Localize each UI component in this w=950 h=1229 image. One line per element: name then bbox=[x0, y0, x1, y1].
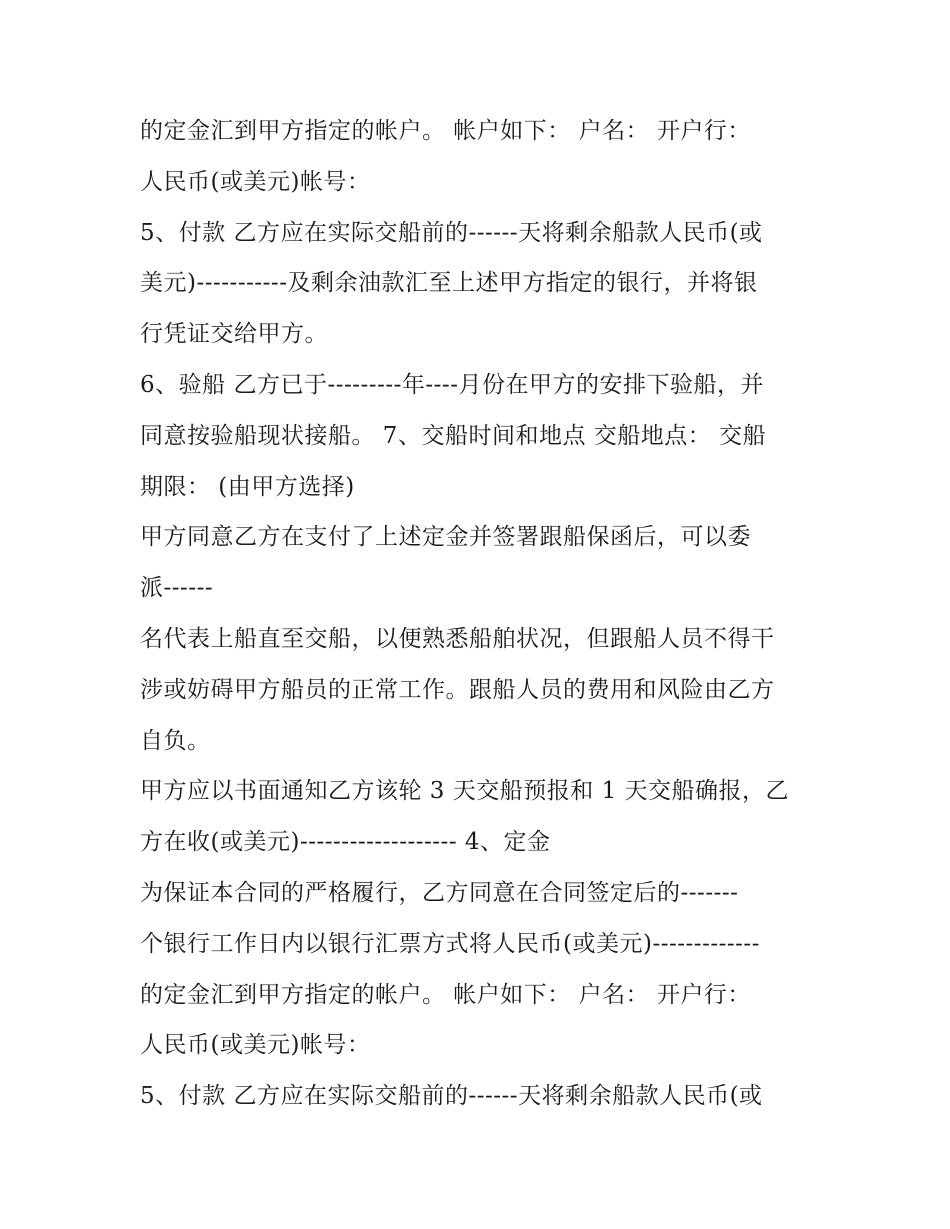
text-line: 的定金汇到甲方指定的帐户。 帐户如下： 户名： 开户行： bbox=[140, 981, 751, 1008]
text-line: 个银行工作日内以银行汇票方式将人民币(或美元)------------- bbox=[140, 930, 760, 957]
text-line: 同意按验船现状接船。 7、交船时间和地点 交船地点： 交船 bbox=[140, 422, 767, 449]
text-line: 5、付款 乙方应在实际交船前的------天将剩余船款人民币(或 bbox=[140, 1083, 763, 1110]
text-line: 的定金汇到甲方指定的帐户。 帐户如下： 户名： 开户行： bbox=[140, 118, 751, 144]
text-line: 涉或妨碍甲方船员的正常工作。跟船人员的费用和风险由乙方 bbox=[140, 676, 775, 703]
text-line: 方在收(或美元)------------------- 4、定金 bbox=[140, 829, 551, 856]
text-line: 6、验船 乙方已于---------年----月份在甲方的安排下验船，并 bbox=[140, 371, 764, 398]
text-line: 甲方应以书面通知乙方该轮 3 天交船预报和 1 天交船确报，乙 bbox=[140, 778, 790, 805]
text-line: 5、付款 乙方应在实际交船前的------天将剩余船款人民币(或 bbox=[140, 219, 763, 246]
text-line: 为保证本合同的严格履行，乙方同意在合同签定后的------- bbox=[140, 879, 739, 906]
text-line: 人民币(或美元)帐号： bbox=[140, 168, 371, 195]
text-line: 名代表上船直至交船，以便熟悉船舶状况，但跟船人员不得干 bbox=[140, 625, 775, 652]
text-line: 美元)-----------及剩余油款汇至上述甲方指定的银行，并将银 bbox=[140, 270, 758, 297]
text-line: 派------ bbox=[140, 575, 214, 602]
text-line: 甲方同意乙方在支付了上述定金并签署跟船保函后，可以委 bbox=[140, 524, 751, 551]
text-line: 期限： (由甲方选择) bbox=[140, 473, 355, 500]
text-line: 人民币(或美元)帐号： bbox=[140, 1032, 371, 1059]
contract-text bbox=[140, 106, 820, 1122]
text-line: 自负。 bbox=[140, 727, 211, 754]
text-line: 行凭证交给甲方。 bbox=[140, 321, 328, 348]
